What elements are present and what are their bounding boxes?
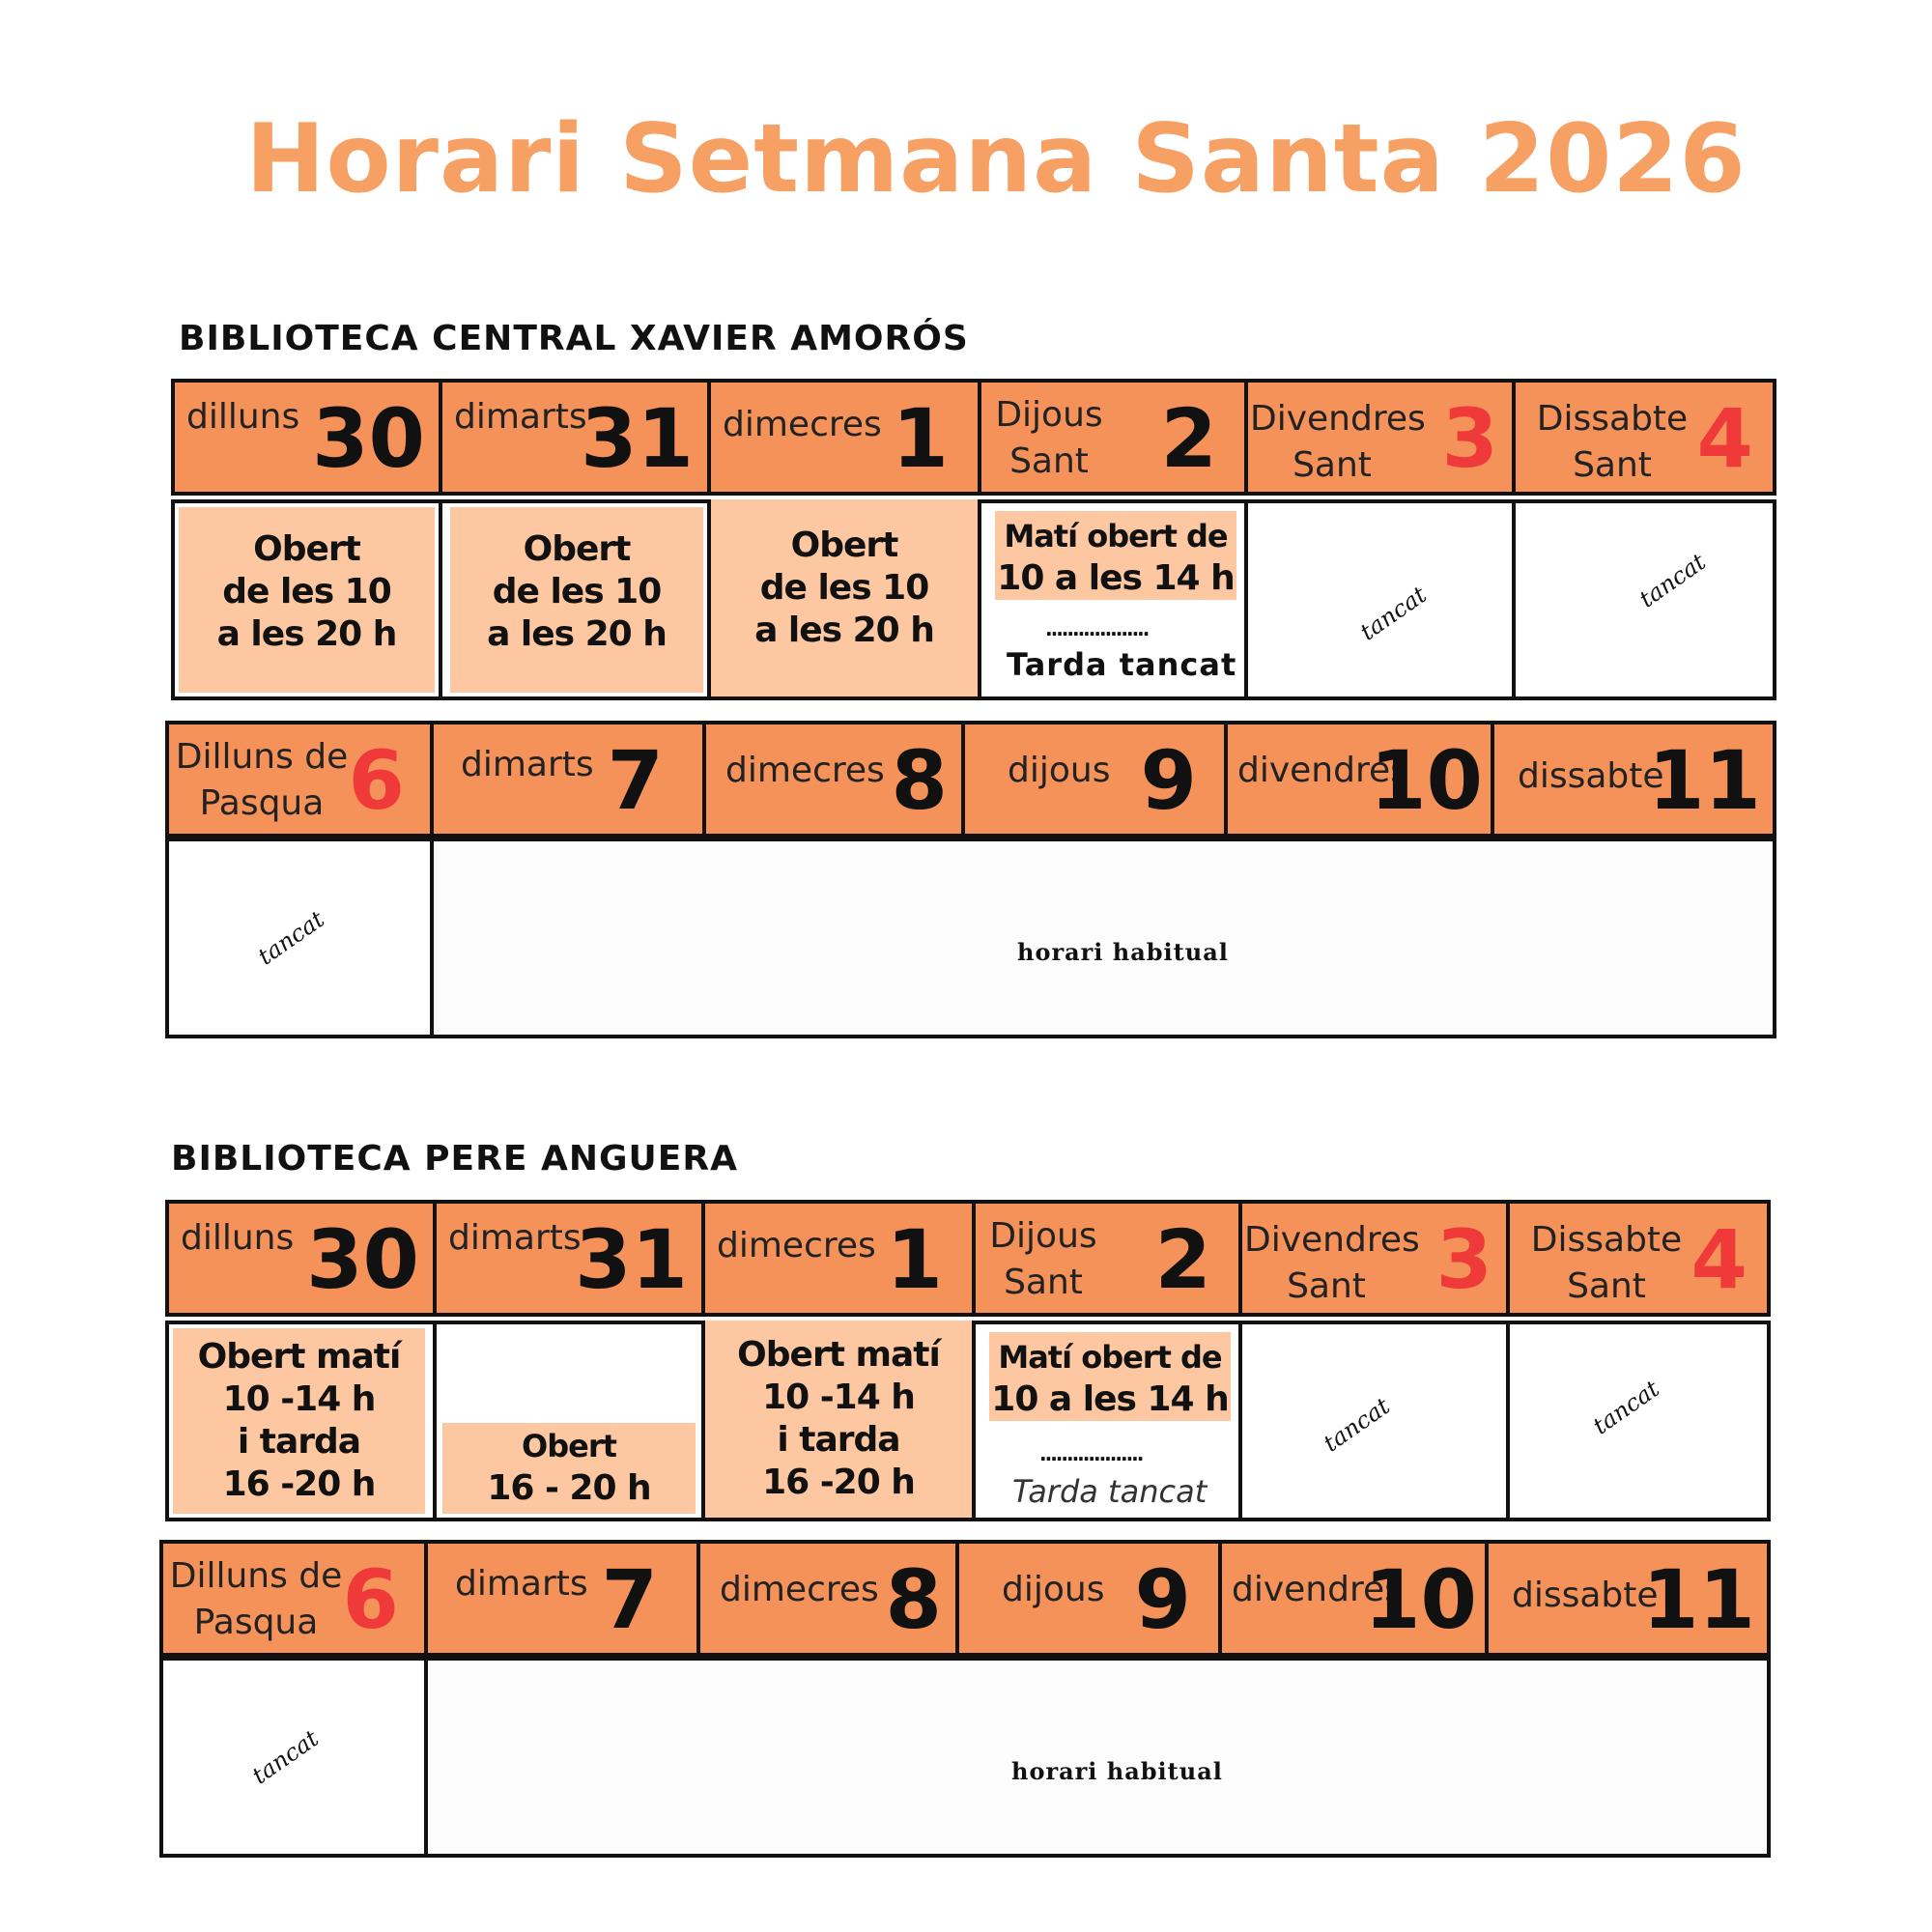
day-number: 9 (1140, 733, 1197, 828)
hours-mon-6 (165, 838, 434, 1038)
day-header-tue-31 (439, 379, 711, 496)
hours-line: de les 10 (222, 572, 391, 611)
day-header-wed-8 (696, 1540, 959, 1657)
day-header-thu-2 (978, 379, 1248, 496)
day-name: Divendres Sant (1244, 1220, 1420, 1306)
hours-line: a les 20 h (487, 614, 667, 654)
day-name: divendres (1232, 1570, 1403, 1609)
hours-mon-30 (165, 1321, 437, 1521)
week2-hours-row (165, 1657, 1771, 1858)
day-header-wed-1 (707, 379, 981, 496)
day-header-thu-2 (972, 1200, 1242, 1317)
hours-sat-4 (1506, 1321, 1771, 1521)
usual-hours-label: horari habitual (1011, 1757, 1223, 1785)
day-number: 31 (581, 391, 694, 486)
day-name: dimarts (448, 1218, 582, 1258)
separator-dots: ................... (1039, 1442, 1143, 1465)
day-number: 2 (1160, 391, 1217, 486)
day-number: 1 (892, 391, 949, 486)
hours-thu-2 (978, 499, 1248, 700)
day-name: dimarts (461, 745, 594, 784)
hours-open-box (450, 507, 703, 693)
day-number: 7 (601, 1552, 658, 1647)
day-number: 30 (306, 1212, 419, 1307)
day-name: Dissabte Sant (1530, 1220, 1683, 1306)
hours-afternoon-box (442, 1423, 696, 1514)
day-name: Divendres Sant (1250, 399, 1426, 485)
hours-line: 10 a les 14 h (997, 558, 1235, 598)
day-name: dimarts (455, 1564, 588, 1604)
hours-tue-31 (439, 499, 711, 700)
closed-label: tancat (246, 1724, 324, 1790)
week2-header-row (171, 721, 1776, 838)
day-name: dimecres (725, 751, 885, 790)
hours-wed-1 (701, 1321, 976, 1521)
schedule-central (171, 379, 1776, 1040)
afternoon-closed-text: Tarda tancat (1012, 1473, 1208, 1510)
day-header-sat-4 (1512, 379, 1776, 496)
library-name-central: BIBLIOTECA CENTRAL XAVIER AMORÓS (179, 319, 969, 358)
closed-label: tancat (1634, 548, 1711, 613)
day-header-wed-8 (702, 721, 965, 838)
hours-open-box (173, 1328, 425, 1514)
hours-usual (424, 1657, 1771, 1858)
usual-hours-label: horari habitual (1017, 938, 1229, 966)
hours-mon-30 (171, 499, 442, 700)
hours-line: 10 -14 h (762, 1378, 915, 1417)
day-header-fri-3 (1238, 1200, 1510, 1317)
day-name: dijous (1002, 1570, 1105, 1609)
hours-line: a les 20 h (754, 611, 934, 650)
day-header-tue-31 (433, 1200, 705, 1317)
week1-header-row (171, 379, 1776, 496)
week1-hours-row (165, 1321, 1771, 1521)
day-name: Dijous Sant (989, 1216, 1097, 1302)
hours-line: de les 10 (759, 568, 929, 608)
closed-label: tancat (1587, 1375, 1664, 1440)
hours-line: de les 10 (492, 572, 662, 611)
week1-hours-row (171, 499, 1776, 700)
day-name: dimarts (454, 397, 587, 437)
day-name: Dissabte Sant (1536, 399, 1689, 485)
hours-line: 10 -14 h (222, 1379, 376, 1419)
day-number: 8 (885, 1552, 942, 1647)
day-number: 1 (886, 1212, 943, 1307)
day-name: dilluns (181, 1218, 295, 1258)
day-number: 11 (1642, 1552, 1755, 1647)
day-header-mon-6 (165, 721, 434, 838)
closed-label: tancat (1318, 1392, 1395, 1458)
day-header-tue-7 (430, 721, 706, 838)
day-number: 4 (1696, 391, 1753, 486)
day-number: 10 (1364, 1552, 1477, 1647)
hours-usual (430, 838, 1776, 1038)
day-header-fri-10 (1218, 1540, 1489, 1657)
schedule-pere-anguera (165, 1200, 1771, 1861)
day-number: 6 (342, 1552, 399, 1647)
hours-line: 10 a les 14 h (991, 1379, 1229, 1419)
hours-open-box (179, 507, 435, 693)
hours-line: Obert (790, 526, 898, 565)
day-header-sat-11 (1491, 721, 1776, 838)
day-number: 31 (575, 1212, 688, 1307)
closed-label: tancat (252, 905, 329, 971)
hours-morning-box (989, 1332, 1231, 1421)
hours-line: 16 -20 h (762, 1463, 915, 1502)
day-number: 30 (312, 391, 425, 486)
day-number: 10 (1370, 733, 1483, 828)
day-name: divendres (1237, 751, 1408, 790)
hours-line: Obert (522, 1428, 616, 1464)
day-name: Dilluns de Pasqua (175, 737, 349, 823)
day-name: dimecres (717, 1226, 876, 1265)
day-number: 8 (891, 733, 948, 828)
hours-line: i tarda (237, 1422, 361, 1462)
hours-fri-3 (1244, 499, 1516, 700)
day-name: dimecres (723, 405, 882, 444)
page-title: Horari Setmana Santa 2026 (245, 104, 1747, 214)
day-header-mon-6 (159, 1540, 428, 1657)
week2-header-row (165, 1540, 1771, 1657)
day-name: dimecres (720, 1570, 879, 1609)
day-name: dijous (1008, 751, 1111, 790)
hours-tue-31 (433, 1321, 705, 1521)
day-header-thu-9 (955, 1540, 1222, 1657)
separator-dots: ................... (1045, 617, 1149, 640)
hours-line: Obert matí (737, 1335, 940, 1375)
day-header-fri-10 (1224, 721, 1494, 838)
hours-wed-1 (707, 499, 981, 700)
week2-hours-row (171, 838, 1776, 1038)
hours-line: i tarda (777, 1420, 900, 1460)
day-header-wed-1 (701, 1200, 976, 1317)
library-name-pere-anguera: BIBLIOTECA PERE ANGUERA (171, 1139, 738, 1179)
hours-line: Matí obert de (998, 1339, 1222, 1376)
hours-line: 16 - 20 h (487, 1468, 651, 1508)
day-name: dissabte (1518, 756, 1664, 796)
hours-open-box (711, 499, 978, 696)
day-name: Dilluns de Pasqua (169, 1556, 343, 1642)
day-header-mon-30 (171, 379, 442, 496)
day-name: dissabte (1512, 1576, 1659, 1615)
hours-line: a les 20 h (216, 614, 397, 654)
day-header-sat-4 (1506, 1200, 1771, 1317)
day-number: 3 (1435, 1212, 1492, 1307)
hours-sat-4 (1512, 499, 1776, 700)
week1-header-row (165, 1200, 1771, 1317)
day-name: dilluns (186, 397, 300, 437)
hours-fri-3 (1238, 1321, 1510, 1521)
day-number: 4 (1690, 1212, 1747, 1307)
hours-line: Matí obert de (1004, 518, 1228, 554)
day-header-fri-3 (1244, 379, 1516, 496)
afternoon-closed-text: Tarda tancat (1007, 646, 1237, 683)
day-header-sat-11 (1485, 1540, 1771, 1657)
hours-mon-6 (159, 1657, 428, 1858)
hours-morning-box (995, 511, 1236, 600)
day-number: 11 (1648, 733, 1761, 828)
day-header-mon-30 (165, 1200, 437, 1317)
hours-line: Obert (253, 529, 360, 569)
day-number: 2 (1154, 1212, 1211, 1307)
day-number: 3 (1441, 391, 1498, 486)
hours-line: Obert matí (197, 1337, 401, 1377)
closed-label: tancat (1354, 581, 1432, 646)
hours-line: 16 -20 h (222, 1464, 376, 1504)
day-number: 9 (1134, 1552, 1191, 1647)
hours-line: Obert (523, 529, 631, 569)
day-name: Dijous Sant (995, 395, 1103, 481)
day-number: 6 (348, 733, 405, 828)
day-number: 7 (607, 733, 664, 828)
day-header-thu-9 (961, 721, 1228, 838)
day-header-tue-7 (424, 1540, 700, 1657)
hours-thu-2 (972, 1321, 1242, 1521)
hours-open-box (705, 1321, 972, 1518)
